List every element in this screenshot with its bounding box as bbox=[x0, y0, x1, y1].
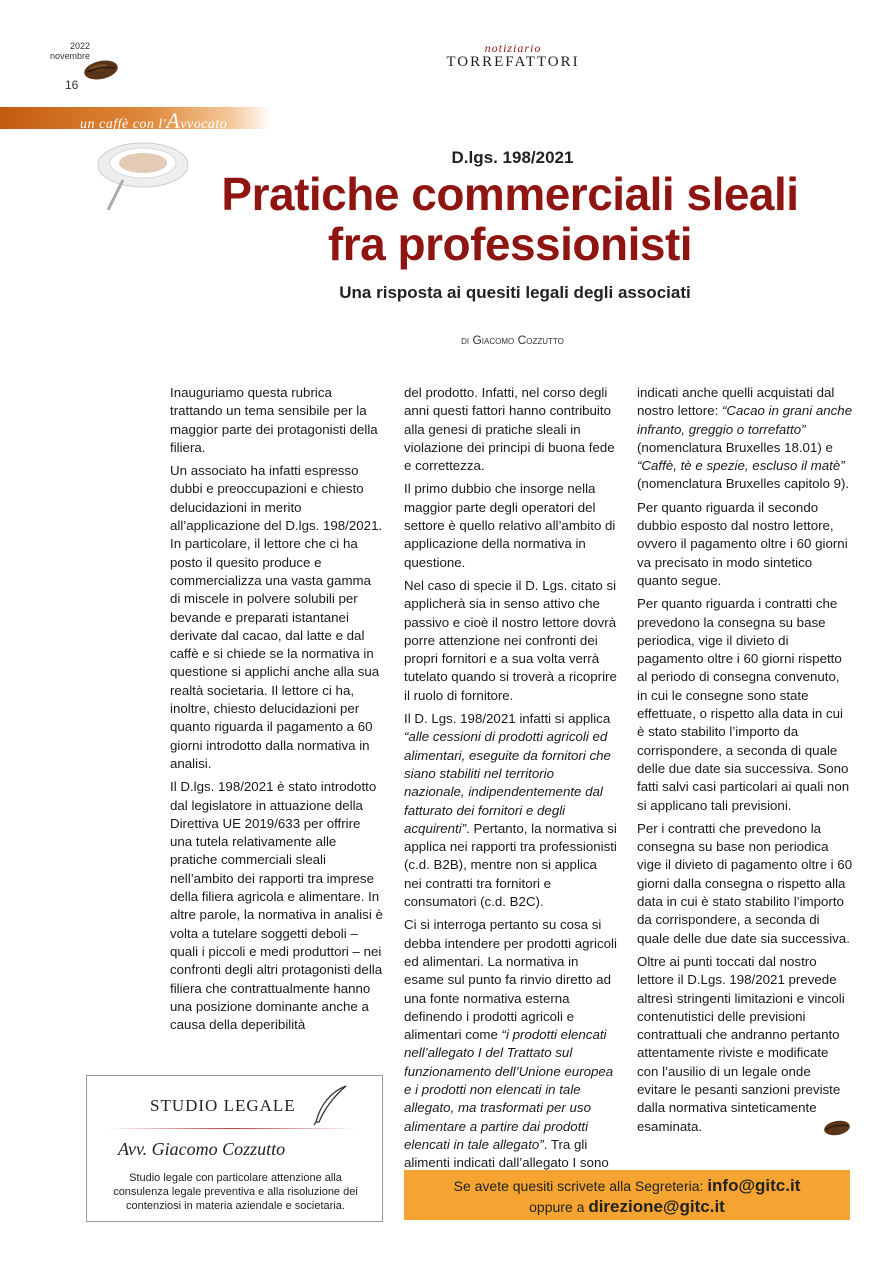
paragraph bbox=[404, 710, 618, 911]
paragraph: Inauguriamo questa rubrica trattando un tema sensibile per la maggior parte dei protagonisti della filiera. bbox=[170, 385, 378, 455]
issue-year: 2022 bbox=[69, 41, 90, 51]
paragraph: Oltre ai punti toccati dal nostro lettore il D.Lgs. 198/2021 prevede altresì stringenti limitazioni e vincoli contenutistici delle previsioni contrattuali che andranno pertanto attentamente riviste e modificate con l’ausilio di un legale onde evitare le pesanti sanzioni previste dalla normativa sinteticamente esaminata. bbox=[637, 953, 845, 1134]
ad-lawyer-name: Avv. Giacomo Cozzutto bbox=[118, 1139, 286, 1159]
ad-divider bbox=[107, 1128, 357, 1129]
legal-quote: “Cacao in grani anche infranto, greggio o torrefatto” bbox=[637, 403, 853, 437]
article-byline: di Giacomo Cozzutto bbox=[461, 333, 564, 347]
text-run: Ci si interroga pertanto su cosa si debba intendere per prodotti agricoli ed alimentari. La normativa in esame sul punto fa rinvio diretto ad una fonte normativa esterna definendo i prodotti agricoli e alimentari come bbox=[404, 917, 617, 1043]
ad-description: Studio legale con particolare attenzione alla consulenza legale preventiva e alla risoluzione dei contenziosi in materia aziendale e societaria. bbox=[113, 1172, 358, 1212]
issue-month: novembre bbox=[49, 51, 90, 61]
banner-text-prefix: un caffè con l' bbox=[80, 117, 167, 132]
paragraph: del prodotto. Infatti, nel corso degli anni questi fattori hanno contribuito alla genesi di pratiche sleali in violazione dei principi di buona fede e correttezza. bbox=[404, 385, 615, 474]
paragraph bbox=[404, 916, 618, 1172]
legal-quote: “Caffè, tè e spezie, escluso il matè” bbox=[637, 458, 845, 474]
paragraph: Per quanto riguarda il secondo dubbio esposto dal nostro lettore, ovvero il pagamento oltre i 60 giorni va precisato in modo sintetico quanto segue. bbox=[637, 499, 848, 588]
text-run: (nomenclatura Bruxelles capitolo 9). bbox=[637, 476, 850, 492]
banner-text-letter: A bbox=[166, 108, 181, 133]
ad-title: STUDIO LEGALE bbox=[150, 1096, 296, 1115]
masthead bbox=[438, 42, 588, 70]
paragraph: Nel caso di specie il D. Lgs. citato si applicherà sia in senso attivo che passivo e cioè il nostro lettore dovrà porre attenzione nei confronti dei propri fornitori e a sua volta verrà tutelato quando si troverà a ricoprire il ruolo di fornitore. bbox=[404, 577, 617, 703]
article-column-1 bbox=[170, 384, 384, 1039]
article-column-2 bbox=[404, 384, 618, 1177]
paragraph: Per i contratti che prevedono la consegna su base non periodica vige il divieto di pagamento oltre i 60 giorni dalla consegna o rispetto alla data in cui è stato stabilito l’importo da corrispondere, a seconda di quale delle due date sia successiva. bbox=[637, 820, 853, 946]
text-run: (nomenclatura Bruxelles 18.01) e bbox=[637, 439, 833, 455]
paragraph bbox=[637, 384, 853, 494]
text-run: Il D. Lgs. 198/2021 infatti si applica bbox=[404, 711, 611, 727]
paragraph: Il D.lgs. 198/2021 è stato introdotto dal legislatore in attuazione della Direttiva UE 2019/633 per offrire una tutela relativamente alle pratiche commerciali sleali nell’ambito dei rapporti tra imprese della filiera agricola e alimentare. In altre parole, la normativa in analisi è volta a tutelare soggetti deboli – quali i piccoli e medi produttori – nei confronti degli altri protagonisti della filiera che contrattualmente hanno una posizione dominante anche a causa della deperibilità bbox=[170, 779, 383, 1033]
contact-text: oppure a bbox=[529, 1199, 589, 1215]
legal-quote: “i prodotti elencati nell’allegato I del Trattato sul funzionamento dell’Unione europea e i prodotti non elencati in tale allegato, ma trasformati per uso alimentare a partire dai prodotti elencati in tale allegato” bbox=[404, 1027, 614, 1152]
contact-line-2 bbox=[404, 1197, 850, 1217]
coffee-bean-icon bbox=[822, 1118, 852, 1138]
page-number: 16 bbox=[65, 78, 79, 92]
paragraph: Un associato ha infatti espresso dubbi e preoccupazioni e chiesto delucidazioni in merito all’applicazione del D.lgs. 198/2021. In particolare, il lettore che ci ha posto il quesito produce e commercializza una vasta gamma di miscele in polvere solubili per bevande e preparati istantanei derivate dal cacao, dal latte e dal caffè e si chiede se la normativa in questione si applichi anche alla sua realtà societaria. Il lettore ci ha, inoltre, chiesto delucidazioni per quanto riguarda il pagamento a 60 giorni introdotto dalla normativa in analisi. bbox=[170, 463, 383, 771]
article-column-3 bbox=[637, 384, 853, 1141]
legal-quote: “alle cessioni di prodotti agricoli ed alimentari, eseguite da fornitori che siano stabiliti nel territorio nazionale, indipendentemente dal fatturato dei fornitori e degli acquirenti” bbox=[404, 729, 611, 836]
article-kicker: D.lgs. 198/2021 bbox=[451, 148, 574, 167]
contact-line-1 bbox=[404, 1176, 850, 1196]
coffee-bean-icon bbox=[82, 58, 120, 82]
text-run: . Pertanto, la normativa si applica nei rapporti tra professionisti (c.d. B2B), mentre non si applica nei contratti tra fornitori e consumatori (c.d. B2C). bbox=[404, 820, 617, 910]
direzione-email-link[interactable]: direzione@gitc.it bbox=[588, 1197, 725, 1216]
article-subtitle: Una risposta ai quesiti legali degli associati bbox=[339, 283, 691, 302]
article-title-line2: fra professionisti bbox=[327, 218, 693, 270]
text-run: indicati anche quelli acquistati dal nostro lettore: bbox=[637, 385, 835, 419]
info-email-link[interactable]: info@gitc.it bbox=[707, 1176, 801, 1195]
banner-text-suffix: vvocato bbox=[180, 117, 228, 132]
paragraph: Per quanto riguarda i contratti che prevedono la consegna su base periodica, vige il divieto di pagamento oltre i 60 giorni rispetto al periodo di consegna convenuto, in cui le consegne sono state effettuate, o rispetto alla data in cui è stato stabilito l’importo da corrispondere, a seconda di quale delle due date sia successiva. Sono fatti salvi casi particolari ai quali non si applicano tali previsioni. bbox=[637, 596, 850, 813]
masthead-top: notiziario bbox=[484, 41, 542, 55]
paragraph: Il primo dubbio che insorge nella maggior parte degli operatori del settore è quello relativo all’ambito di applicazione della normativa in questione. bbox=[404, 481, 616, 570]
quill-pen-icon bbox=[310, 1084, 350, 1126]
article-title-line1: Pratiche commerciali sleali bbox=[221, 168, 799, 220]
masthead-bottom: TORREFATTORI bbox=[446, 54, 580, 70]
contact-text: Se avete quesiti scrivete alla Segreteria: bbox=[453, 1178, 708, 1194]
text-run: . Tra gli alimenti indicati dall’allegato I sono bbox=[404, 1136, 609, 1171]
